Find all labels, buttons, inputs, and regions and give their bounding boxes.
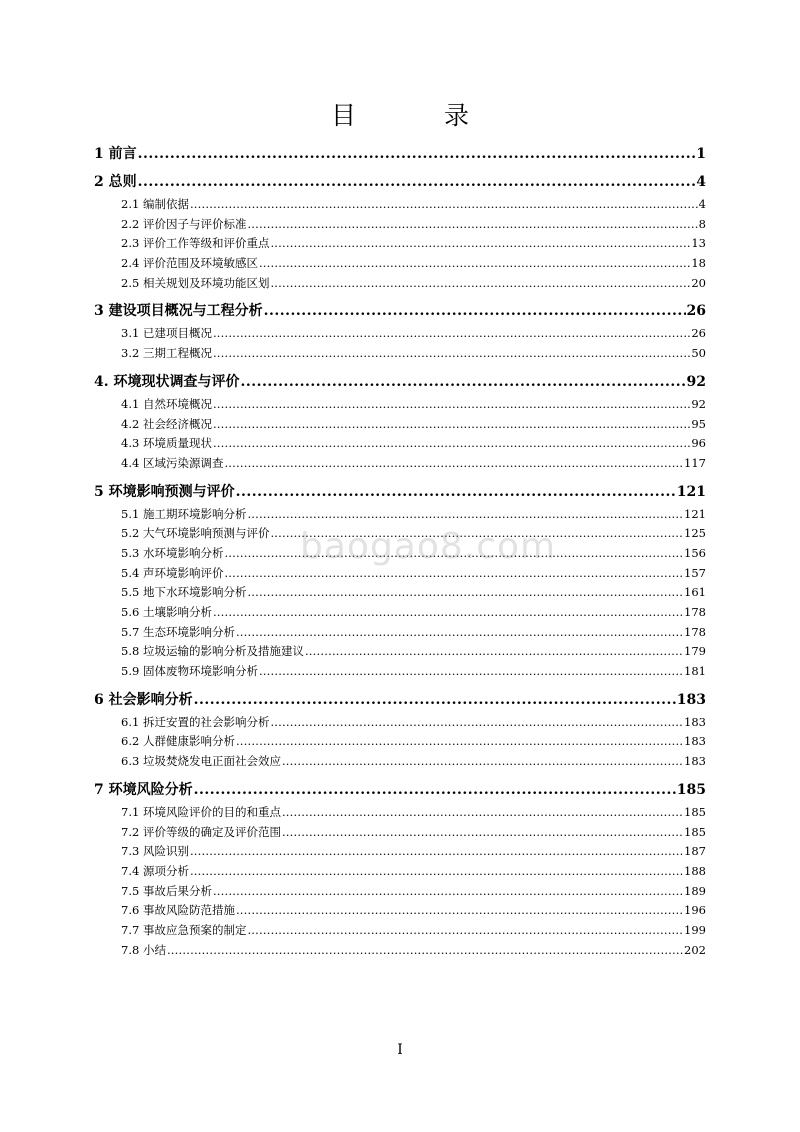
page-title: 目 录	[331, 101, 509, 130]
toc-section-entry[interactable]	[94, 345, 706, 365]
toc-section-entry[interactable]	[94, 565, 706, 585]
toc-section-label: 3.2 三期工程概况	[121, 346, 212, 361]
toc-section-page: 117	[684, 455, 706, 470]
toc-leader-dots	[236, 903, 683, 917]
toc-leader-dots	[247, 585, 683, 599]
toc-section-page: 20	[691, 275, 706, 290]
toc-leader-dots	[194, 692, 676, 708]
toc-section-entry[interactable]	[94, 455, 706, 475]
toc-leader-dots	[247, 217, 697, 231]
toc-leader-dots	[264, 303, 686, 319]
toc-section-page: 125	[684, 526, 706, 541]
toc-leader-dots	[213, 326, 690, 340]
toc-leader-dots	[282, 825, 683, 839]
toc-section-page: 18	[691, 256, 706, 271]
toc-section-entry[interactable]	[94, 942, 706, 962]
toc-leader-dots	[138, 174, 696, 190]
toc-leader-dots	[167, 943, 683, 957]
toc-section-page: 183	[684, 754, 706, 769]
toc-section-page: 161	[684, 585, 706, 600]
toc-section-label: 4.1 自然环境概况	[121, 396, 212, 411]
toc-section-label: 7.4 源项分析	[121, 863, 189, 878]
toc-leader-dots	[282, 805, 683, 819]
toc-chapter-entry[interactable]	[94, 689, 706, 711]
toc-chapter-page: 183	[676, 691, 706, 708]
toc-section-label: 5.7 生态环境影响分析	[121, 624, 235, 639]
toc-chapter-page: 1	[696, 146, 706, 162]
toc-leader-dots	[236, 484, 676, 500]
toc-leader-dots	[259, 664, 683, 678]
toc-leader-dots	[213, 346, 690, 360]
toc-chapter-page: 92	[686, 373, 706, 390]
toc-section-label: 3.1 已建项目概况	[121, 326, 212, 341]
toc-chapter-entry[interactable]	[94, 171, 706, 193]
toc-chapter-entry[interactable]	[94, 300, 706, 322]
toc-chapter-label: 1 前言	[94, 146, 137, 162]
toc-section-entry[interactable]	[94, 216, 706, 236]
toc-leader-dots	[213, 417, 690, 431]
toc-section-label: 4.3 环境质量现状	[121, 436, 212, 451]
toc-section-entry[interactable]	[94, 643, 706, 663]
toc-section-page: 183	[684, 714, 706, 729]
toc-section-entry[interactable]	[94, 325, 706, 345]
toc-leader-dots	[224, 566, 683, 580]
toc-section-entry[interactable]	[94, 396, 706, 416]
toc-section-label: 4.2 社会经济概况	[121, 416, 212, 431]
toc-section-label: 5.9 固体废物环境影响分析	[121, 664, 258, 679]
page-number: I	[397, 1042, 403, 1058]
toc-section-label: 5.4 声环境影响评价	[121, 565, 224, 580]
toc-section-label: 5.3 水环境影响分析	[121, 545, 224, 560]
toc-section-label: 2.2 评价因子与评价标准	[121, 216, 247, 231]
toc-leader-dots	[213, 884, 683, 898]
toc-section-entry[interactable]	[94, 624, 706, 644]
toc-section-entry[interactable]	[94, 843, 706, 863]
toc-section-page: 183	[684, 734, 706, 749]
toc-section-label: 5.5 地下水环境影响分析	[121, 585, 247, 600]
toc-section-entry[interactable]	[94, 922, 706, 942]
toc-section-entry[interactable]	[94, 902, 706, 922]
toc-section-label: 5.6 土壤影响分析	[121, 605, 212, 619]
toc-section-page: 181	[684, 664, 706, 679]
toc-section-page: 185	[684, 804, 706, 819]
toc-leader-dots	[236, 625, 683, 639]
toc-leader-dots	[247, 507, 683, 521]
toc-section-page: 157	[684, 565, 706, 580]
toc-section-page: 50	[691, 346, 706, 361]
toc-section-label: 5.2 大气环境影响预测与评价	[121, 526, 270, 541]
watermark: baogao8.com	[300, 526, 557, 567]
toc-leader-dots	[282, 754, 683, 768]
toc-section-entry[interactable]	[94, 604, 706, 624]
toc-section-entry[interactable]	[94, 883, 706, 903]
toc-section-entry[interactable]	[94, 416, 706, 436]
toc-section-page: 188	[684, 863, 706, 878]
toc-leader-dots	[213, 397, 690, 411]
toc-chapter-label: 7 环境风险分析	[94, 781, 193, 798]
toc-section-page: 156	[684, 545, 706, 560]
toc-section-label: 7.6 事故风险防范措施	[121, 903, 235, 918]
toc-section-label: 6.2 人群健康影响分析	[121, 734, 235, 749]
toc-section-page: 8	[698, 216, 706, 231]
toc-chapter-label: 2 总则	[94, 174, 137, 190]
toc-section-page: 13	[691, 236, 706, 251]
toc-chapter-page: 4	[696, 174, 706, 190]
toc-leader-dots	[213, 436, 690, 450]
toc-section-label: 2.5 相关规划及环境功能区划	[121, 275, 270, 290]
toc-section-page: 199	[684, 922, 706, 937]
toc-section-page: 4	[698, 197, 706, 211]
toc-section-entry[interactable]	[94, 584, 706, 604]
toc-section-page: 189	[684, 883, 706, 898]
toc-section-entry[interactable]	[94, 663, 706, 683]
toc-section-page: 202	[684, 942, 706, 957]
toc-section-entry[interactable]	[94, 733, 706, 753]
toc-chapter-label: 3 建设项目概况与工程分析	[94, 303, 263, 320]
toc-section-page: 178	[684, 624, 706, 639]
toc-section-entry[interactable]	[94, 275, 706, 295]
toc-section-label: 6.1 拆迁安置的社会影响分析	[121, 714, 270, 729]
toc-section-entry[interactable]	[94, 506, 706, 526]
toc-section-label: 2.1 编制依据	[121, 197, 189, 211]
toc-leader-dots	[224, 456, 683, 470]
toc-section-page: 96	[691, 436, 706, 451]
toc-section-page: 178	[684, 605, 706, 619]
toc-section-entry[interactable]	[94, 196, 706, 216]
toc-section-label: 7.7 事故应急预案的制定	[121, 922, 247, 937]
toc-section-page: 95	[691, 416, 706, 431]
toc-chapter-page: 26	[686, 303, 706, 320]
toc-leader-dots	[270, 276, 690, 290]
toc-section-entry[interactable]	[94, 824, 706, 844]
toc-section-label: 7.3 风险识别	[121, 844, 189, 859]
toc-chapter-page: 121	[676, 483, 706, 500]
toc-section-page: 121	[684, 506, 706, 521]
toc-leader-dots	[138, 146, 696, 162]
toc-section-label: 7.2 评价等级的确定及评价范围	[121, 824, 281, 839]
toc-leader-dots	[270, 715, 683, 729]
toc-section-label: 7.1 环境风险评价的目的和重点	[121, 804, 281, 819]
toc-leader-dots	[247, 923, 683, 937]
toc-leader-dots	[259, 256, 690, 270]
toc-leader-dots	[241, 374, 686, 390]
toc-section-entry[interactable]	[94, 863, 706, 883]
toc-section-entry[interactable]	[94, 255, 706, 275]
toc-leader-dots	[270, 236, 690, 250]
toc-section-page: 185	[684, 824, 706, 839]
toc-section-page: 179	[684, 644, 706, 659]
toc-section-label: 2.4 评价范围及环境敏感区	[121, 256, 258, 271]
toc-chapter-entry[interactable]	[94, 779, 706, 801]
toc-section-label: 7.5 事故后果分析	[121, 883, 212, 898]
toc-chapter-label: 4. 环境现状调查与评价	[94, 373, 240, 390]
toc-section-page: 26	[691, 326, 706, 341]
toc-chapter-entry[interactable]	[94, 371, 706, 393]
toc-section-entry[interactable]	[94, 714, 706, 734]
toc-chapter-page: 185	[676, 781, 706, 798]
toc-section-entry[interactable]	[94, 235, 706, 255]
toc-leader-dots	[190, 197, 698, 211]
toc-section-entry[interactable]	[94, 753, 706, 773]
toc-leader-dots	[190, 864, 683, 878]
toc-section-page: 92	[691, 396, 706, 411]
toc-section-entry[interactable]	[94, 804, 706, 824]
toc-section-label: 4.4 区域污染源调查	[121, 455, 224, 470]
toc-section-label: 2.3 评价工作等级和评价重点	[121, 236, 270, 251]
toc-section-entry[interactable]	[94, 435, 706, 455]
toc-chapter-entry[interactable]	[94, 143, 706, 165]
toc-chapter-label: 6 社会影响分析	[94, 691, 193, 708]
toc-leader-dots	[236, 734, 683, 748]
toc-section-label: 6.3 垃圾焚烧发电正面社会效应	[121, 754, 281, 769]
toc-section-label: 5.8 垃圾运输的影响分析及措施建议	[121, 644, 304, 659]
toc-section-page: 187	[684, 844, 706, 859]
toc-leader-dots	[194, 782, 676, 798]
toc-section-page: 196	[684, 903, 706, 918]
toc-chapter-entry[interactable]	[94, 481, 706, 503]
toc-section-label: 7.8 小结	[121, 942, 166, 957]
toc-leader-dots	[305, 644, 683, 658]
toc-chapter-label: 5 环境影响预测与评价	[94, 483, 235, 500]
toc-section-label: 5.1 施工期环境影响分析	[121, 506, 247, 521]
toc-leader-dots	[213, 605, 683, 619]
toc-leader-dots	[190, 844, 683, 858]
